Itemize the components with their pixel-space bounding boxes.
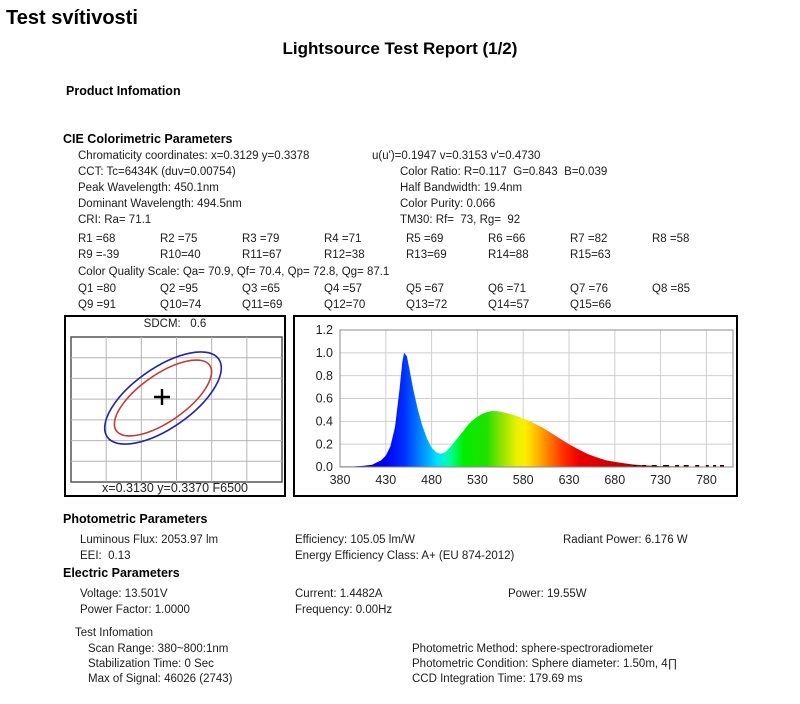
r-value-cell: R7 =82 — [570, 233, 608, 245]
y-tick-label: 0.2 — [315, 437, 333, 452]
color-quality-scale-summary: Color Quality Scale: Qa= 70.9, Qf= 70.4, Qp= 72.8, Qg= 87.1 — [78, 266, 390, 278]
q-value-cell: Q1 =80 — [78, 283, 117, 295]
spectrum-panel-border — [294, 316, 737, 496]
q-value-cell: Q4 =57 — [324, 283, 363, 295]
q-value-cell: Q13=72 — [406, 299, 448, 312]
dominant-wavelength-value: Dominant Wavelength: 494.5nm — [78, 198, 242, 210]
r-value-cell: R4 =71 — [324, 233, 362, 245]
x-tick-label: 430 — [375, 473, 397, 487]
cqs-q-values-grid — [78, 281, 734, 314]
ccd-integration-time-value: CCD Integration Time: 179.69 ms — [412, 673, 583, 685]
power-factor-value: Power Factor: 1.0000 — [80, 604, 190, 616]
q-value-cell: Q14=57 — [488, 299, 530, 312]
r-value-cell: R2 =75 — [160, 233, 198, 245]
section-header-cie-colorimetric: CIE Colorimetric Parameters — [63, 132, 233, 146]
q-value-cell: Q9 =91 — [78, 299, 117, 312]
r-value-cell: R12=38 — [324, 249, 365, 262]
efficiency-value: Efficiency: 105.05 lm/W — [295, 534, 415, 546]
x-tick-label: 730 — [650, 473, 672, 487]
r-value-cell: R1 =68 — [78, 233, 116, 245]
r-value-cell: R3 =79 — [242, 233, 280, 245]
q-value-cell: Q10=74 — [160, 299, 202, 312]
r-value-cell: R15=63 — [570, 249, 611, 262]
y-tick-label: 0.6 — [315, 391, 333, 406]
q-value-cell: Q3 =65 — [242, 283, 281, 295]
x-tick-label: 530 — [466, 473, 488, 487]
current-value: Current: 1.4482A — [295, 588, 383, 600]
photometric-condition-value: Photometric Condition: Sphere diameter: 1.50m, 4∏ — [412, 658, 678, 670]
luminous-flux-value: Luminous Flux: 2053.97 lm — [80, 534, 219, 546]
scan-range-value: Scan Range: 380~800:1nm — [88, 643, 229, 655]
r-value-cell: R11=67 — [242, 249, 282, 262]
cri-ra-value: CRI: Ra= 71.1 — [78, 214, 152, 226]
cct-value: CCT: Tc=6434K (duv=0.00754) — [78, 166, 236, 178]
max-of-signal-value: Max of Signal: 46026 (2743) — [88, 673, 233, 685]
frequency-value: Frequency: 0.00Hz — [295, 604, 393, 616]
x-tick-label: 780 — [695, 473, 717, 487]
r-value-cell: R6 =66 — [488, 233, 526, 245]
sdcm-label: SDCM: 0.6 — [143, 318, 207, 330]
q-value-cell: Q11=69 — [242, 299, 283, 312]
section-header-photometric: Photometric Parameters — [63, 512, 208, 526]
color-purity-value: Color Purity: 0.066 — [400, 198, 496, 210]
window-title: Test svítivosti — [6, 7, 138, 29]
x-tick-label: 380 — [329, 473, 351, 487]
x-tick-label: 680 — [604, 473, 626, 487]
chromaticity-coordinates-value: Chromaticity coordinates: x=0.3129 y=0.3378 — [78, 150, 310, 162]
r-value-cell: R13=69 — [406, 249, 447, 262]
power-value: Power: 19.55W — [508, 588, 587, 600]
section-header-product-information: Product Infomation — [66, 84, 181, 98]
q-value-cell: Q6 =71 — [488, 283, 527, 295]
r-value-cell: R5 =69 — [406, 233, 444, 245]
r-value-cell: R10=40 — [160, 249, 201, 262]
energy-efficiency-class-value: Energy Efficiency Class: A+ (EU 874-2012) — [295, 550, 515, 562]
radiant-power-value: Radiant Power: 6.176 W — [563, 534, 688, 546]
q-value-cell: Q7 =76 — [570, 283, 609, 295]
stabilization-time-value: Stabilization Time: 0 Sec — [88, 658, 214, 670]
q-value-cell: Q12=70 — [324, 299, 366, 312]
uv-coordinates-value: u(u')=0.1947 v=0.3153 v'=0.4730 — [372, 150, 541, 162]
half-bandwidth-value: Half Bandwidth: 19.4nm — [400, 182, 523, 194]
section-header-test-information: Test Infomation — [75, 627, 153, 639]
photometric-method-value: Photometric Method: sphere-spectroradiometer — [412, 643, 653, 655]
report-title: Lightsource Test Report (1/2) — [282, 39, 518, 58]
target-color-label: x=0.3130 y=0.3370 F6500 — [102, 481, 248, 495]
q-value-cell: Q8 =85 — [652, 283, 691, 295]
q-value-cell: Q2 =95 — [160, 283, 199, 295]
eei-value: EEI: 0.13 — [80, 550, 131, 562]
y-tick-label: 1.0 — [315, 346, 333, 360]
y-tick-label: 0.0 — [315, 460, 333, 475]
y-tick-label: 0.8 — [315, 368, 333, 383]
x-tick-label: 630 — [558, 473, 580, 487]
r-value-cell: R9 =-39 — [78, 249, 120, 262]
y-tick-label: 0.4 — [315, 414, 333, 429]
x-tick-label: 580 — [512, 473, 534, 487]
q-value-cell: Q5 =67 — [406, 283, 445, 295]
color-ratio-value: Color Ratio: R=0.117 G=0.843 B=0.039 — [400, 166, 608, 178]
cri-r-values-grid — [78, 231, 734, 264]
chromaticity-diagram — [64, 315, 286, 497]
spectrum-chart — [293, 315, 738, 497]
section-header-electric: Electric Parameters — [63, 566, 180, 580]
q-value-cell: Q15=66 — [570, 299, 612, 312]
r-value-cell: R8 =58 — [652, 233, 690, 245]
peak-wavelength-value: Peak Wavelength: 450.1nm — [78, 182, 219, 194]
y-tick-label: 1.2 — [315, 323, 333, 338]
x-tick-label: 480 — [421, 473, 443, 487]
tm30-value: TM30: Rf= 73, Rg= 92 — [400, 214, 521, 226]
r-value-cell: R14=88 — [488, 249, 529, 262]
voltage-value: Voltage: 13.501V — [80, 588, 168, 600]
